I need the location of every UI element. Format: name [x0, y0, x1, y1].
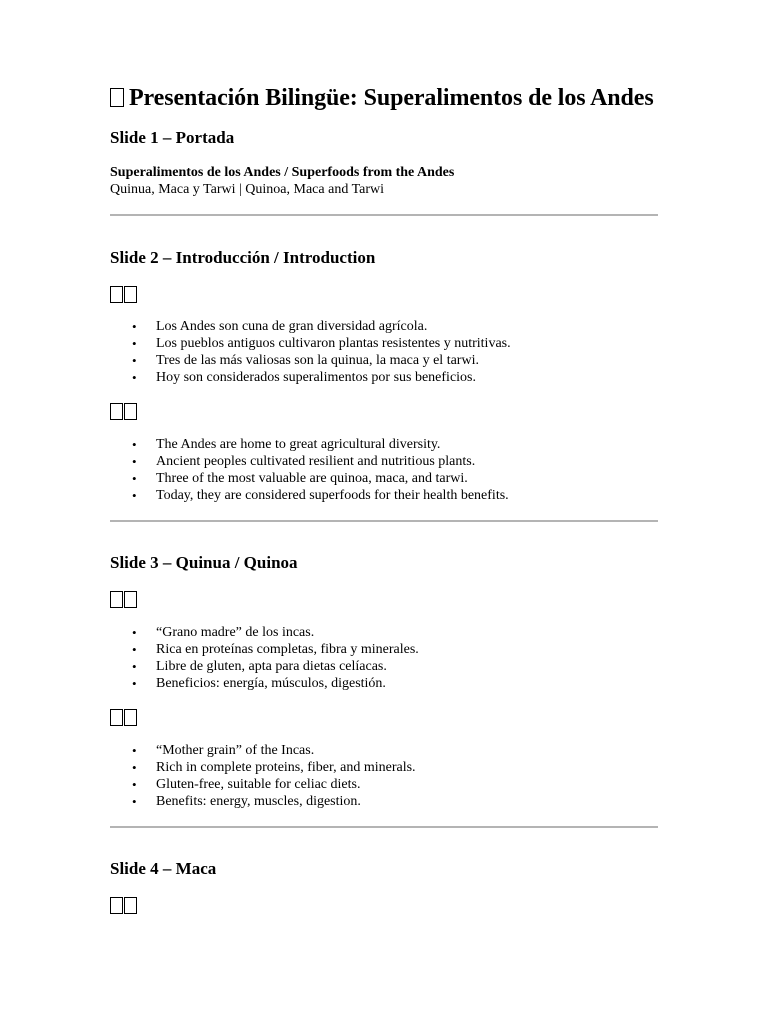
english-flag-icon: [110, 403, 138, 421]
list-item: • Los pueblos antiguos cultivaron plantas resistentes y nutritivas.: [110, 335, 511, 352]
list-item: • Gluten-free, suitable for celiac diets.: [110, 776, 416, 793]
cover-subtitle: Quinua, Maca y Tarwi | Quinoa, Maca and Tarwi: [110, 182, 385, 197]
list-item: • Ancient peoples cultivated resilient and nutritious plants.: [110, 453, 509, 470]
document-title-text: Presentación Bilingüe: Superalimentos de los Andes: [129, 85, 654, 111]
document-title: [110, 83, 654, 113]
list-item: • “Mother grain” of the Incas.: [110, 742, 416, 759]
list-item: • Rich in complete proteins, fiber, and minerals.: [110, 759, 416, 776]
list-item: • The Andes are home to great agricultural diversity.: [110, 436, 509, 453]
title-emoji-icon: [110, 88, 124, 107]
spanish-flag-icon: [110, 286, 138, 304]
slide-2-english-list: [110, 436, 509, 504]
list-item: • Beneficios: energía, músculos, digestión.: [110, 675, 419, 692]
list-item: • Libre de gluten, apta para dietas celíacas.: [110, 658, 419, 675]
section-divider: [110, 520, 658, 522]
english-flag-icon: [110, 709, 138, 727]
list-item: • Tres de las más valiosas son la quinua, la maca y el tarwi.: [110, 352, 511, 369]
list-item: • Hoy son considerados superalimentos por sus beneficios.: [110, 369, 511, 386]
list-item: • Los Andes son cuna de gran diversidad agrícola.: [110, 318, 511, 335]
list-item: • Benefits: energy, muscles, digestion.: [110, 793, 416, 810]
list-item: • Today, they are considered superfoods for their health benefits.: [110, 487, 509, 504]
section-divider: [110, 214, 658, 216]
list-item: • Rica en proteínas completas, fibra y minerales.: [110, 641, 419, 658]
slide-1-heading: Slide 1 – Portada: [110, 128, 235, 147]
slide-3-english-list: [110, 742, 416, 810]
list-item: • Three of the most valuable are quinoa, maca, and tarwi.: [110, 470, 509, 487]
slide-3-heading: Slide 3 – Quinua / Quinoa: [110, 553, 298, 572]
slide-4-heading: Slide 4 – Maca: [110, 859, 217, 878]
list-item: • “Grano madre” de los incas.: [110, 624, 419, 641]
spanish-flag-icon: [110, 897, 138, 915]
spanish-flag-icon: [110, 591, 138, 609]
slide-3-spanish-list: [110, 624, 419, 692]
slide-2-heading: Slide 2 – Introducción / Introduction: [110, 248, 376, 267]
slide-2-spanish-list: [110, 318, 511, 386]
cover-title: Superalimentos de los Andes / Superfoods from the Andes: [110, 165, 455, 180]
section-divider: [110, 826, 658, 828]
